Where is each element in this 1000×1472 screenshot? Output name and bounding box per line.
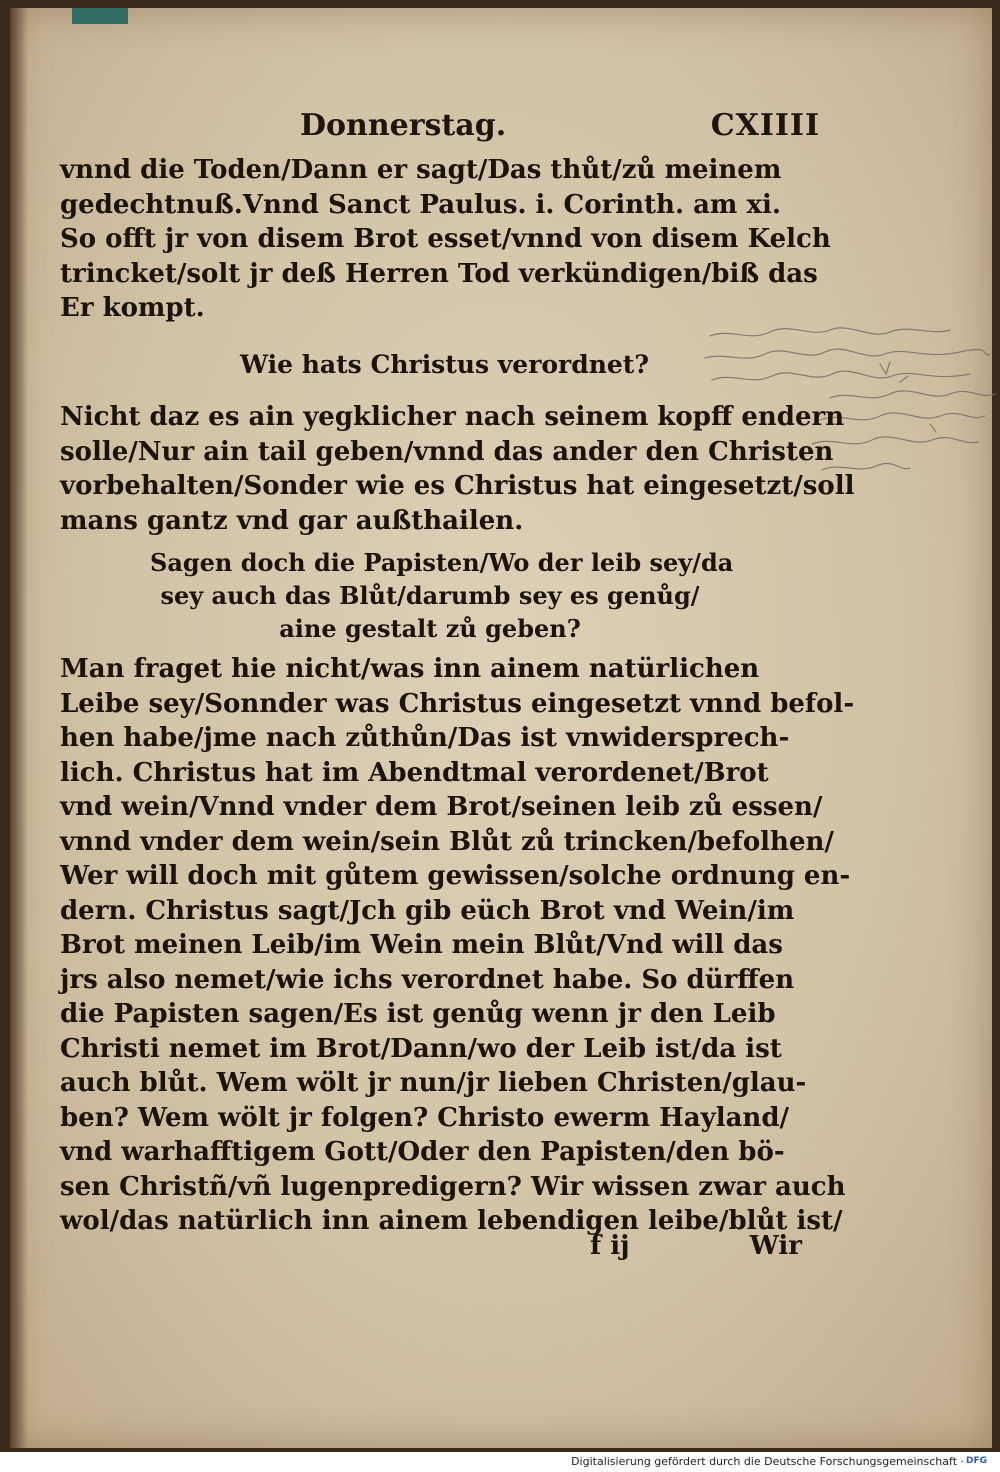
text-line: hen habe/jme nach zůthůn/Das ist vnwidersprech- (60, 723, 790, 753)
text-line: Leibe sey/Sonnder was Christus eingesetzt vnnd befol- (60, 688, 855, 719)
page-spine-shadow (10, 8, 28, 1448)
text-line: Brot meinen Leib/im Wein mein Blůt/Vnd will das (60, 930, 783, 960)
text-line: trincket/solt jr deß Herren Tod verkündigen/biß das (60, 258, 818, 289)
text-line: vnnd vnder dem wein/sein Blůt zů trincken/befolhen/ (60, 826, 834, 857)
book-page (10, 8, 992, 1448)
bookmark-tab (72, 8, 128, 24)
text-line: ben? Wem wölt jr folgen? Christo ewerm Hayland/ (60, 1102, 789, 1133)
text-line: Christi nemet im Brot/Dann/wo der Leib ist/da ist (60, 1033, 782, 1064)
text-line: mans gantz vnd gar außthailen. (60, 505, 524, 536)
text-line: lich. Christus hat im Abendtmal verordenet/Brot (60, 757, 769, 788)
heading-line: sey auch das Blůt/darumb sey es genůg/ (160, 581, 700, 610)
catchword: Wir (749, 1231, 802, 1261)
text-line: gedechtnuß.Vnnd Sanct Paulus. i. Corinth. am xi. (60, 189, 781, 220)
text-line: Wer will doch mit gůtem gewissen/solche ordnung en- (60, 861, 851, 891)
text-line: solle/Nur ain tail geben/vnnd das ander den Christen (60, 436, 834, 467)
text-line: wol/das natürlich inn ainem lebendigen leibe/blůt ist/ (60, 1206, 843, 1236)
folio-number: CXIIII (710, 108, 820, 143)
question-heading (150, 546, 734, 645)
text-line: So offt jr von disem Brot esset/vnnd von disem Kelch (60, 224, 831, 254)
text-line: vorbehalten/Sonder wie es Christus hat eingesetzt/soll (60, 471, 855, 501)
running-head: Donnerstag. (300, 108, 507, 143)
text-line: vnnd die Toden/Dann er sagt/Das thůt/zů meinem (60, 155, 782, 185)
text-line: Man fraget hie nicht/was inn ainem natürlichen (60, 654, 760, 684)
page-header (300, 108, 820, 148)
digitization-footer (0, 1452, 1000, 1472)
signature-mark: f ij (590, 1231, 630, 1261)
heading-line: aine gestalt zů geben? (279, 614, 581, 643)
text-line: vnd warhafftigem Gott/Oder den Papisten/den bö- (60, 1137, 785, 1167)
paragraph-3 (60, 652, 855, 1239)
text-line: jrs also nemet/wie ichs verordnet habe. So dürffen (60, 964, 795, 995)
paragraph-1 (60, 153, 831, 326)
text-line: die Papisten sagen/Es ist genůg wenn jr den Leib (60, 999, 776, 1029)
section-heading: Wie hats Christus verordnet? (240, 350, 649, 379)
text-line: auch blůt. Wem wölt jr nun/jr lieben Christen/glau- (60, 1068, 807, 1098)
dfg-logo: DFG (966, 1456, 988, 1466)
heading-line: Sagen doch die Papisten/Wo der leib sey/da (150, 548, 734, 577)
text-line: Nicht daz es ain yegklicher nach seinem kopff endern (60, 402, 845, 432)
text-line: vnd wein/Vnnd vnder dem Brot/seinen leib zů essen/ (60, 792, 823, 822)
text-line: Er kompt. (60, 293, 205, 323)
text-line: dern. Christus sagt/Jch gib eüch Brot vnd Wein/im (60, 895, 795, 926)
funding-credit: Digitalisierung gefördert durch die Deutsche Forschungsgemeinschaft · (571, 1455, 964, 1468)
text-line: sen Christñ/vñ lugenpredigern? Wir wissen zwar auch (60, 1171, 846, 1202)
paragraph-2 (60, 400, 855, 538)
